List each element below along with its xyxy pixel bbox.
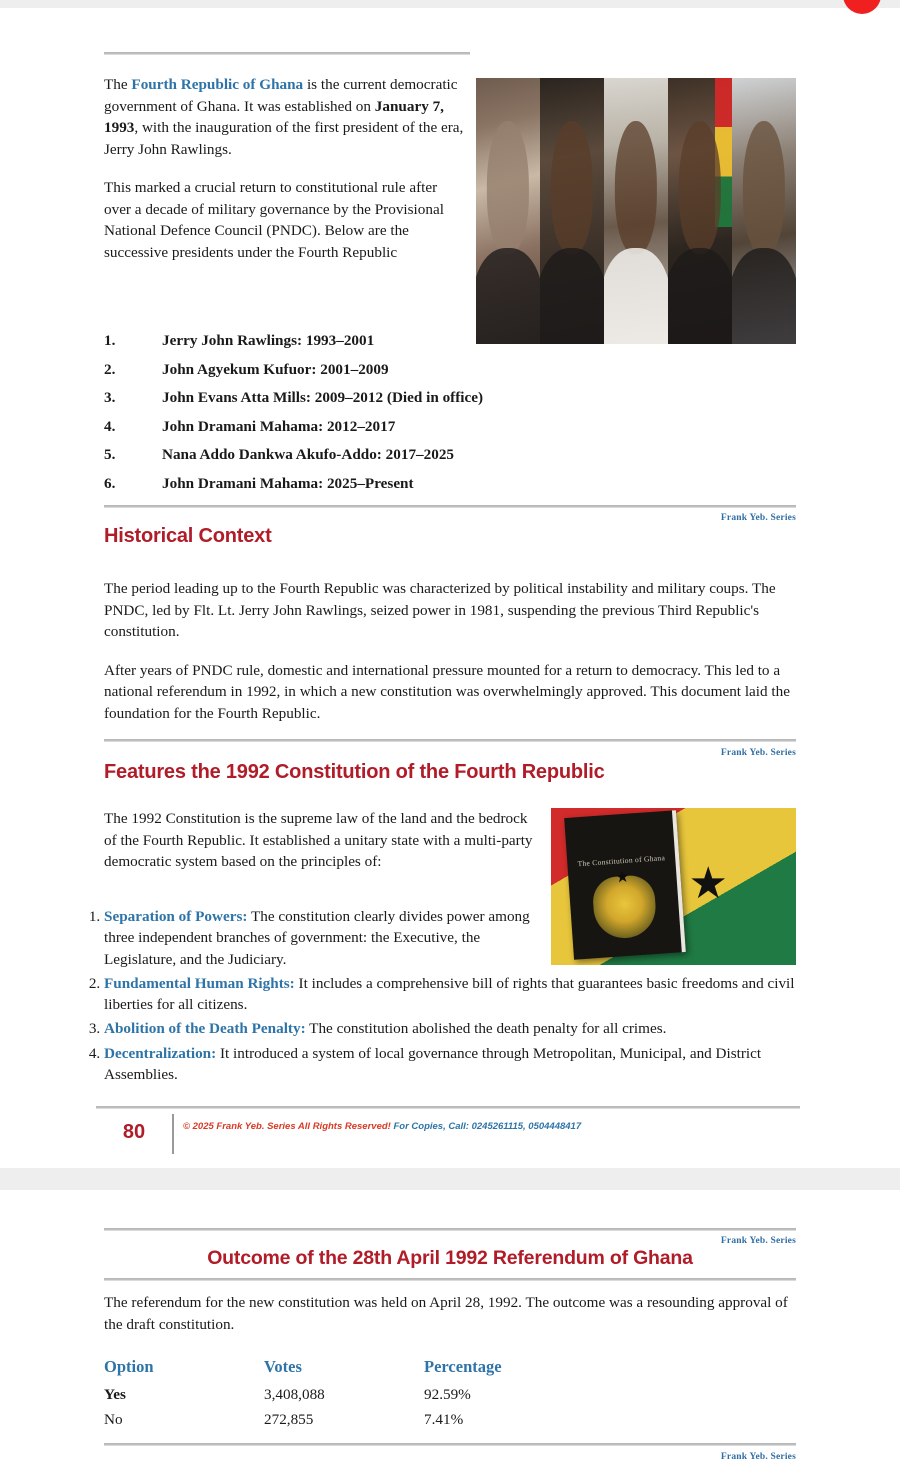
column-header-votes: Votes [264,1357,302,1376]
section-heading-features: Features the 1992 Constitution of the Fourth Republic [104,761,605,783]
feature-text: It introduced a system of local governance through Metropolitan, Municipal, and District Assemblies. [104,1044,762,1083]
list-item-label: John Dramani Mahama: 2012–2017 [162,417,396,435]
portrait-head-shape [487,121,529,254]
feature-text: The constitution clearly divides power among three independent branches of government: the Executive, the Legislature, and the Judiciary. [104,908,530,968]
portrait-body-shape [732,248,796,344]
footer-rule [96,1106,800,1109]
montage-panel-kufuor [540,78,604,344]
portrait-body-shape [540,248,604,344]
montage-panel-mills [604,78,668,344]
portrait-head-shape [743,121,785,254]
section-heading-historical-context: Historical Context [104,525,272,547]
list-item [104,973,800,1016]
feature-title: Abolition of the Death Penalty: [104,1020,306,1038]
list-item [104,361,796,379]
portrait-body-shape [476,248,540,344]
page-separator-gap [0,1168,900,1190]
list-item [104,446,796,464]
list-item [104,1018,800,1039]
list-item-label: John Dramani Mahama: 2025–Present [162,474,414,492]
flag-star-icon: ★ [688,859,728,908]
list-item-number: 2. [104,360,116,378]
intro-paragraph-2: This marked a crucial return to constitutional rule after over a decade of military governance by the Provisional National Defence Council (PNDC). Below are the successive presidents under the Fourth Republic [104,179,444,262]
table-header-row [104,1357,502,1386]
intro-p1-date: January 7, 1993 [104,97,444,137]
feature-title: Fundamental Human Rights: [104,974,295,992]
list-item-label: Jerry John Rawlings: 1993–2001 [162,332,375,349]
feature-text: The constitution abolished the death penalty for all crimes. [305,1020,667,1038]
referendum-intro-paragraph: The referendum for the new constitution was held on April 28, 1992. The outcome was a resounding approval of the draft constitution. [104,1294,788,1333]
list-item [104,332,796,350]
page-one-footer [96,1106,800,1154]
cell-option: Yes [104,1386,126,1403]
intro-p1-accent: Fourth Republic of Ghana [131,76,304,93]
constitution-features-list [75,906,800,1085]
section-heading-referendum-outcome: Outcome of the 28th April 1992 Referendum of Ghana [207,1247,693,1269]
portrait-head-shape [615,121,657,254]
list-item-label: John Evans Atta Mills: 2009–2012 (Died in office) [162,389,484,406]
list-item-number: 4. [104,417,116,435]
document-page-two [0,1190,900,1477]
list-item [104,906,534,970]
list-item-number: 3. [104,389,116,406]
referendum-results-table [104,1357,502,1436]
table-row [104,1386,502,1411]
list-item [104,389,796,407]
feature-title: Separation of Powers: [104,908,248,925]
portrait-head-shape [551,121,593,254]
features-intro-paragraph: The 1992 Constitution is the supreme law of the land and the bedrock of the Fourth Republic. It established a unitary state with a multi-party democratic system based on the principles of: [104,810,533,871]
feature-title: Decentralization: [104,1044,217,1062]
intro-top-rule [104,52,470,55]
page-two-bottom-rule [104,1443,796,1446]
montage-panel-mahama [668,78,732,344]
historical-context-top-rule [104,505,796,508]
page-number: 80 [122,1121,146,1143]
list-item-number: 1. [104,332,116,349]
footer-call-info: For Copies, Call: 0245261115, 0504448417 [393,1121,582,1132]
footer-copyright: © 2025 Frank Yeb. Series All Rights Reserved! [183,1121,391,1132]
list-item-label: Nana Addo Dankwa Akufo-Addo: 2017–2025 [162,446,455,463]
series-watermark: Frank Yeb. Series [720,748,796,758]
intro-text-column [104,74,466,264]
list-item [104,418,796,436]
feature-text: It includes a comprehensive bill of rights that guarantees basic freedoms and civil liberties for all citizens. [104,974,795,1014]
series-watermark: Frank Yeb. Series [720,513,796,523]
intro-p1-mid: is the current democratic government of Ghana. It was established on [104,76,458,115]
page-two-heading-bottom-rule [104,1278,796,1281]
cell-option: No [104,1411,123,1428]
series-watermark: Frank Yeb. Series [720,1452,796,1462]
column-header-percentage: Percentage [424,1357,502,1376]
features-top-rule [104,739,796,742]
historical-context-paragraph-1: The period leading up to the Fourth Republic was characterized by political instability and military coups. The PNDC, led by Flt. Lt. Jerry John Rawlings, seized power in 1981, suspending the previous Third Republic's constitution. [104,580,776,641]
column-header-option: Option [104,1357,154,1376]
page-two-top-rule [104,1228,796,1231]
table-row [104,1411,502,1436]
presidents-photo-montage [476,78,796,344]
top-grey-band [0,0,900,8]
historical-context-paragraph-2: After years of PNDC rule, domestic and international pressure mounted for a return to democracy. This led to a national referendum in 1992, in which a new constitution was overwhelmingly approved. This document laid the foundation for the Fourth Republic. [104,661,790,722]
book-cover-title: The Constitution of Ghana [577,853,666,869]
cell-votes: 3,408,088 [264,1386,325,1403]
intro-paragraph-1 [104,74,466,160]
portrait-body-shape [604,248,668,344]
list-item-number: 5. [104,446,116,463]
montage-panel-rawlings [476,78,540,344]
montage-panel-akufo-addo [732,78,796,344]
portrait-body-shape [668,248,732,344]
black-star-icon: ★ [614,868,631,887]
presidents-list [104,332,796,493]
cell-percentage: 7.41% [424,1411,464,1428]
intro-p1-pre: The [104,76,132,93]
document-page-one [0,8,900,1168]
list-item-number: 6. [104,474,116,492]
list-item-label: John Agyekum Kufuor: 2001–2009 [162,360,389,378]
intro-p1-post: , with the inauguration of the first president of the era, Jerry John Rawlings. [104,119,464,158]
portrait-head-shape [679,121,721,254]
cell-percentage: 92.59% [424,1386,471,1403]
cell-votes: 272,855 [264,1411,314,1428]
list-item [104,1043,800,1086]
list-item [104,475,796,493]
footer-copyright-line [174,1114,581,1132]
series-watermark: Frank Yeb. Series [720,1236,796,1246]
